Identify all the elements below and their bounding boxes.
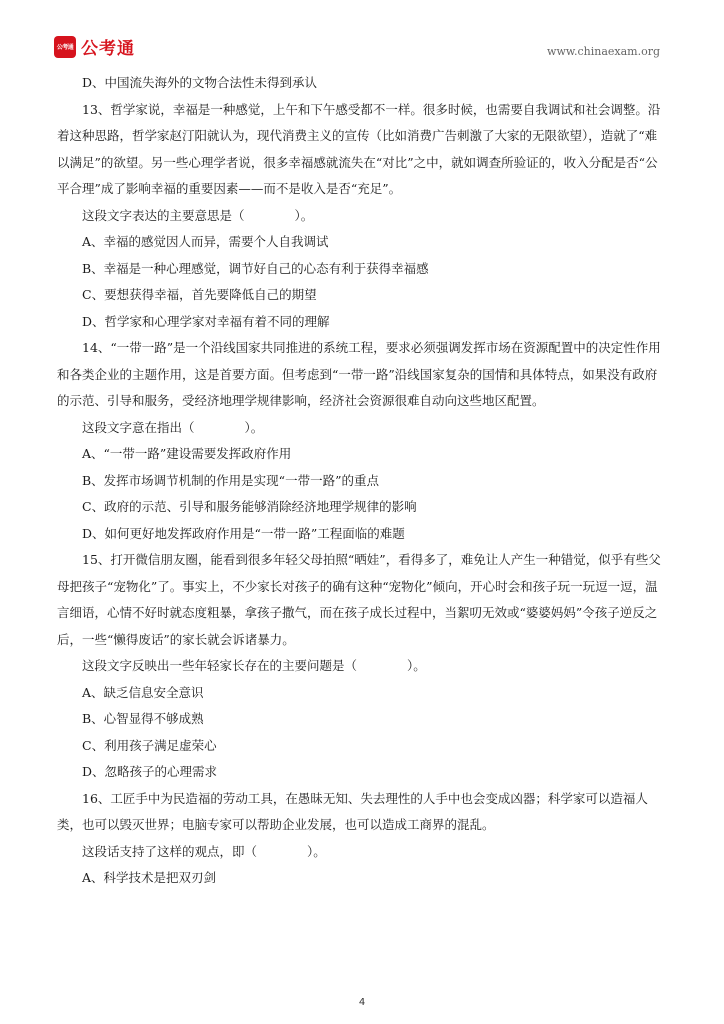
page-number: 4	[358, 997, 366, 1008]
q13-option-d: D、哲学家和心理学家对幸福有着不同的理解	[82, 313, 330, 329]
q13-stem: 13、哲学家说，幸福是一种感觉，上午和下午感受都不一样。很多时候，也需要自我调试和社会调整。沿着这种思路，哲学家赵汀阳就认为，现代消费主义的宣传（比如消费广告刺激了大家的无限欲望），造就了“难以满足”的欲望。另一些心理学者说，很多幸福感就流失在“对比”之中，就如调查所验证的，收入分配是否“公平合理”成了影响幸福的重要因素——而不是收入是否“充足”。	[57, 101, 661, 196]
page-header	[0, 0, 724, 64]
q16-stem: 16、工匠手中为民造福的劳动工具，在愚昧无知、失去理性的人手中也会变成凶器；科学家可以造福人类，也可以毁灭世界；电脑专家可以帮助企业发展，也可以造成工商界的混乱。	[57, 790, 648, 832]
q15-option-c: C、利用孩子满足虚荣心	[82, 737, 217, 753]
q13-option-a: A、幸福的感觉因人而异，需要个人自我调试	[82, 234, 329, 249]
q13-option-c: C、要想获得幸福，首先要降低自己的期望	[82, 287, 317, 302]
q12-option-d: D、中国流失海外的文物合法性未得到承认	[82, 75, 318, 90]
q14-stem: 14、“一带一路”是一个沿线国家共同推进的系统工程，要求必须强调发挥市场在资源配置中的决定性作用和各类企业的主题作用，这是首要方面。但考虑到“一带一路”沿线国家复杂的国情和具体特点，如果没有政府的示范、引导和服务，受经济地理学规律影响，经济社会资源很难自动向这些地区配置。	[57, 340, 661, 408]
q14-option-b: B、发挥市场调节机制的作用是实现“一带一路”的重点	[82, 472, 379, 488]
q14-question: 这段文字意在指出（ ）。	[82, 419, 264, 435]
q13-question: 这段文字表达的主要意思是（ ）。	[82, 207, 314, 223]
site-url[interactable]: www.chinaexam.org	[547, 45, 660, 58]
q15-stem: 15、打开微信朋友圈，能看到很多年轻父母拍照“晒娃”，看得多了，难免让人产生一种错觉，似乎有些父母把孩子“宠物化”了。事实上，不少家长对孩子的确有这种“宠物化”倾向，开心时会和孩子玩一玩逗一逗，温言细语，心情不好时就态度粗暴，拿孩子撒气，而在孩子成长过程中，当絮叨无效或“婆婆妈妈”令孩子逆反之后，一些“懒得废话”的家长就会诉诸暴力。	[57, 552, 661, 647]
q15-option-a: A、缺乏信息安全意识	[82, 684, 204, 700]
q16-option-a: A、科学技术是把双刃剑	[82, 870, 217, 885]
logo-text: 公考通	[81, 39, 135, 59]
brand-logo[interactable]	[54, 34, 135, 59]
q14-option-a: A、“一带一路”建设需要发挥政府作用	[82, 446, 292, 461]
q13-option-b: B、幸福是一种心理感觉，调节好自己的心态有利于获得幸福感	[82, 260, 429, 276]
document-body	[57, 70, 669, 892]
logo-mark-icon: 公考通	[54, 36, 76, 58]
q16-question: 这段话支持了这样的观点，即（ ）。	[82, 843, 326, 859]
q15-option-b: B、心智显得不够成熟	[82, 711, 204, 726]
q15-option-d: D、忽略孩子的心理需求	[82, 764, 218, 779]
q14-option-c: C、政府的示范、引导和服务能够消除经济地理学规律的影响	[82, 499, 417, 514]
q15-question: 这段文字反映出一些年轻家长存在的主要问题是（ ）。	[82, 658, 426, 673]
q14-option-d: D、如何更好地发挥政府作用是“一带一路”工程面临的难题	[82, 525, 405, 541]
